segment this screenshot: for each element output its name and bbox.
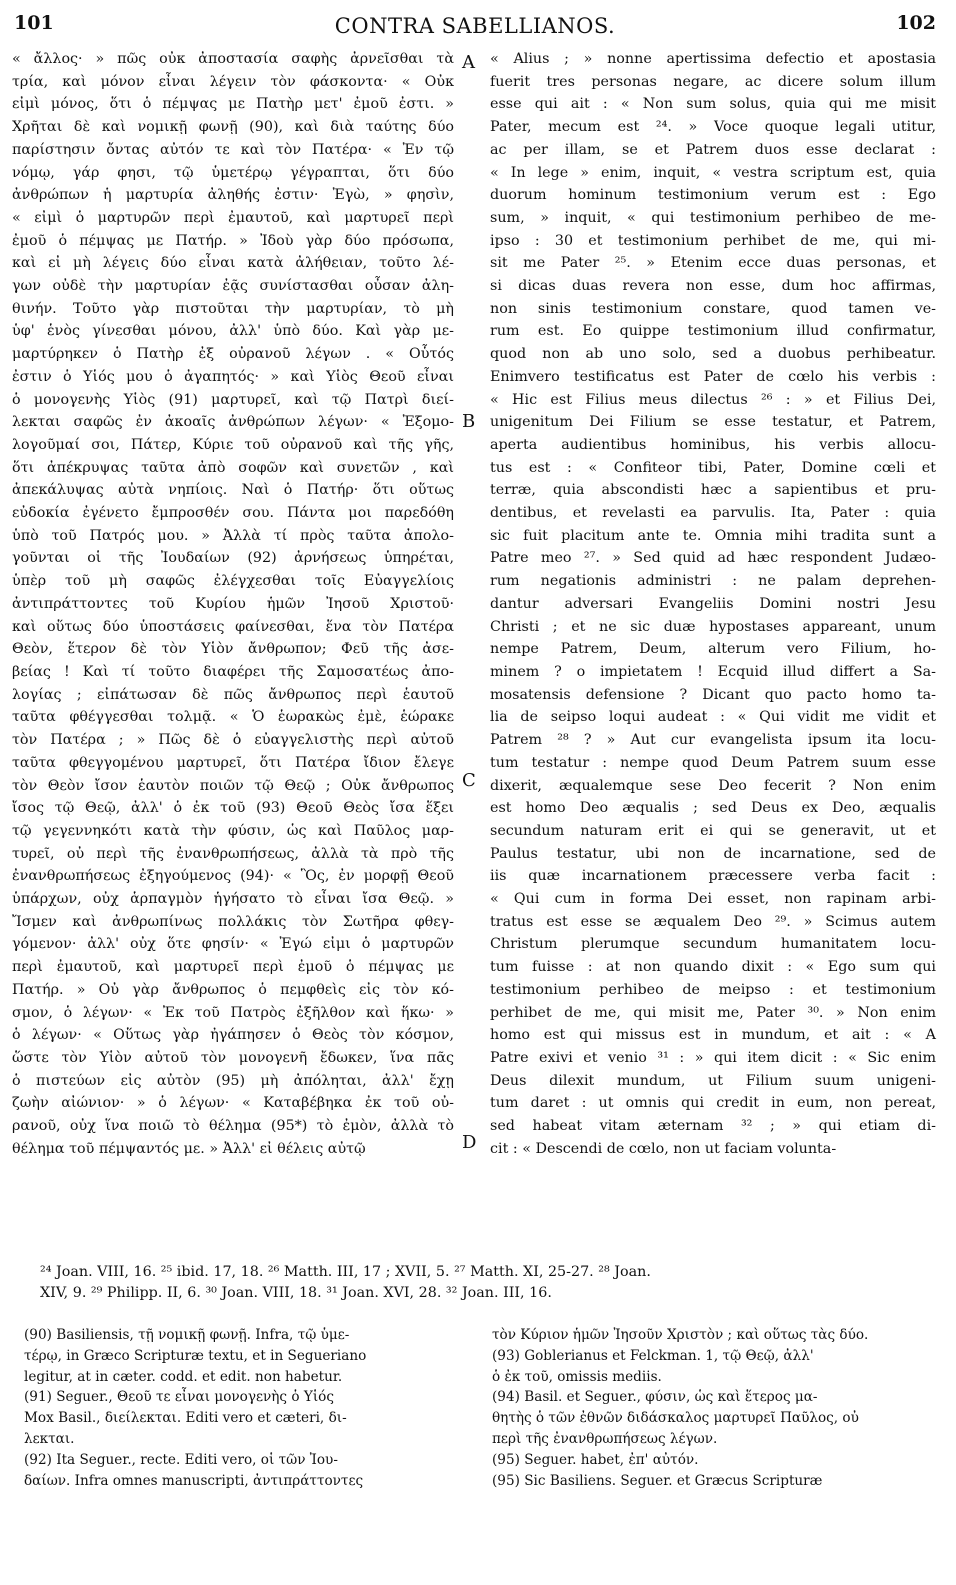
scripture-references: [40, 1262, 940, 1304]
greek-text-line: ὑπὲρ τοῦ μὴ σαφῶς ἐλέγχεσθαι τοῖς Εὐαγγελίοις: [12, 573, 454, 590]
margin-marker-b: B: [462, 411, 476, 432]
latin-text-line: ipso : 30 et testimonium perhibet de me, qui mi-: [490, 232, 936, 249]
latin-text-line: tum testatur : nempe quod Deum Patrem suum esse: [490, 754, 936, 771]
footnote-line: τὸν Κύριον ἡμῶν Ἰησοῦν Χριστὸν ; καὶ οὕτως τὰς δύο.: [492, 1327, 869, 1343]
greek-text-line: τρία, καὶ μόνον εἶναι λέγειν τὸν φάσκοντα· « Οὐκ: [12, 73, 454, 90]
latin-text-line: dixerit, æqualemque sese Deo fecerit ? Non enim: [490, 777, 936, 794]
scripture-reference-line: XIV, 9. ²⁹ Philipp. II, 6. ³⁰ Joan. VIII, 18. ³¹ Joan. XVI, 28. ³² Joan. III, 16.: [40, 1285, 552, 1301]
page-header: [10, 12, 940, 42]
greek-text-line: περὶ ἐμαυτοῦ, καὶ μαρτυρεῖ περὶ ἐμοῦ ὁ πέμψας με: [12, 959, 454, 976]
margin-marker-d: D: [462, 1132, 477, 1153]
latin-text-line: Christi ; et ne sic duæ hypostases appareant, unum: [490, 618, 936, 635]
latin-text-line: « In lege » enim, inquit, « vestra scriptum est, quia: [490, 164, 936, 181]
latin-text-line: Patrem ²⁸ ? » Aut cur evangelista ipsum ita locu-: [490, 732, 936, 749]
greek-text-line: ἴσος τῷ Θεῷ, ἀλλ' ὁ ἐκ τοῦ (93) Θεοῦ Θεὸς ἴσα ἕξει: [12, 800, 454, 817]
latin-text-line: terræ, quia abscondisti hæc a sapientibus et pru-: [490, 482, 936, 499]
greek-text-line: λογοῦμαί σοι, Πάτερ, Κύριε τοῦ οὐρανοῦ καὶ τῆς γῆς,: [12, 436, 454, 453]
footnotes-right: [492, 1325, 938, 1491]
scripture-reference-line: ²⁴ Joan. VIII, 16. ²⁵ ibid. 17, 18. ²⁶ Matth. III, 17 ; XVII, 5. ²⁷ Matth. XI, 25-27. ²⁸ Joan.: [40, 1264, 651, 1280]
greek-text-line: λογίας ; εἰπάτωσαν δὲ πῶς ἄνθρωπος περὶ ἑαυτοῦ: [12, 686, 454, 703]
latin-text-line: nempe Patrem, Deum, alterum vero Filium, ho-: [490, 641, 936, 658]
greek-text-line: βείας ! Καὶ τί τοῦτο διαφέρει τῆς Σαμοσατέως ἀπο-: [12, 663, 454, 680]
footnote-line: (90) Basiliensis, τῇ νομικῇ φωνῇ. Infra, τῷ ὑμε-: [24, 1327, 350, 1343]
latin-text-line: sed habeat vitam æternam ³² ; » qui etiam di-: [490, 1118, 936, 1135]
greek-text-line: ὑπὸ τοῦ Πατρός μου. » Ἀλλὰ τί πρὸς ταῦτα ἀπολο-: [12, 527, 454, 544]
latin-text-line: non sinis testimonium constare, quod tamen ve-: [490, 300, 936, 317]
latin-text-line: iis quæ incarnationem præcessere verba facit :: [490, 868, 936, 885]
latin-text-line: duorum hominum testimonium verum est : Ego: [490, 187, 936, 204]
greek-text-line: νόμῳ, γάρ φησι, τῷ ὑμετέρῳ γέγραπται, ὅτι δύο: [12, 164, 454, 181]
greek-text-line: ὁ λέγων· « Οὕτως γὰρ ἠγάπησεν ὁ Θεὸς τὸν κόσμον,: [12, 1027, 454, 1044]
greek-text-line: καὶ εἰ μὴ λέγεις δύο εἶναι κατὰ ἀλήθειαν, τοῦτο λέ-: [12, 255, 454, 272]
greek-text-line: καὶ οὕτως δύο ὑποστάσεις φαίνεσθαι, ἕνα τὸν Πατέρα: [12, 618, 454, 635]
footnote-line: Mox Basil., διείλεκται. Editi vero et cæteri, δι-: [24, 1410, 347, 1427]
greek-text-line: ὅτι ἀπέκρυψας ταῦτα ἀπὸ σοφῶν καὶ συνετῶν , καὶ: [12, 459, 454, 476]
greek-text-line: Χρῆται δὲ καὶ νομικῇ φωνῇ (90), καὶ διὰ ταύτης δύο: [12, 119, 454, 136]
greek-text-line: τὸν Πατέρα ; » Πῶς δὲ ὁ εὐαγγελιστὴς περὶ αὐτοῦ: [12, 732, 454, 749]
latin-text-line: aperta audientibus hominibus, his verbis allocu-: [490, 436, 936, 453]
latin-text-line: quod non ab uno solo, sed a duobus perhibeatur.: [490, 346, 936, 363]
latin-text-line: dantur adversari Evangeliis Domini nostri Jesu: [490, 595, 936, 612]
greek-text-line: ὥστε τὸν Υἱὸν αὐτοῦ τὸν μονογενῆ ἔδωκεν, ἵνα πᾶς: [12, 1049, 454, 1066]
margin-marker-c: C: [462, 770, 476, 791]
latin-text-line: tum fuisse : at non quando dixit : « Ego sum qui: [490, 959, 936, 976]
running-title: CONTRA SABELLIANOS.: [334, 14, 616, 38]
latin-text-line: sit me Pater ²⁵. » Etenim ecce duas personas, et: [490, 255, 936, 272]
latin-text-line: secundum naturam erit ei qui se generavit, ut et: [490, 822, 936, 839]
latin-text-line: dentibus, et revelasti ea parvulis. Ita, Pater : quia: [490, 505, 936, 522]
greek-text-line: τῷ γεγεννηκότι κατὰ τὴν φύσιν, ὡς καὶ Παῦλος μαρ-: [12, 822, 454, 839]
footnote-line: ὁ ἐκ τοῦ, omissis mediis.: [492, 1368, 662, 1385]
greek-text-line: « εἰμὶ ὁ μαρτυρῶν περὶ ἐμαυτοῦ, καὶ μαρτυρεῖ περὶ: [12, 209, 454, 226]
latin-text-line: fuerit tres personas negare, ac dicere solum illum: [490, 73, 936, 90]
latin-text-line: esse qui ait : « Non sum solus, quia qui me misit: [490, 96, 936, 113]
greek-text-line: θέλημα τοῦ πέμψαντός με. » Ἀλλ' εἰ θέλεις αὐτῷ: [12, 1140, 366, 1157]
footnote-line: λεκται.: [24, 1430, 75, 1447]
latin-text-column: [490, 48, 936, 1160]
page-number-right: 102: [896, 12, 936, 34]
greek-text-line: θινήν. Τοῦτο γὰρ πιστοῦται τὴν μαρτυρίαν, τὸ μὴ: [12, 300, 454, 317]
latin-text-line: perhibet de me, qui misit me, Pater ³⁰. » Non enim: [490, 1004, 936, 1021]
latin-text-line: sum, » inquit, « qui testimonium perhibeo de me-: [490, 209, 936, 226]
greek-text-line: εὐδοκία ἐγένετο ἔμπροσθέν σου. Πάντα μοι παρεδόθη: [12, 505, 454, 522]
latin-text-line: rum est. Eo quippe testimonium illud confirmatur,: [490, 323, 936, 340]
footnote-line: (95) Sic Basiliens. Seguer. et Græcus Scripturæ: [492, 1472, 823, 1489]
latin-text-line: Deus dilexit mundum, ut Filium suum unigeni-: [490, 1072, 936, 1089]
greek-text-line: « ἄλλος· » πῶς οὐκ ἀποστασία σαφὴς ἀρνεῖσθαι τὰ: [12, 51, 454, 67]
greek-text-line: γοῦνται οἱ τῆς Ἰουδαίων (92) ἀρνήσεως ὑπηρέται,: [12, 550, 454, 567]
latin-text-line: minem ? o impietatem ! Ecquid illud differt a Sa-: [490, 663, 936, 680]
latin-text-line: ac per illam, se et Patrem duos esse declarat :: [490, 141, 936, 158]
footnote-line: θητὴς ὁ τῶν ἐθνῶν διδάσκαλος μαρτυρεῖ Παῦλος, οὐ: [492, 1410, 859, 1427]
latin-text-line: homo est qui missus est in mundum, et ait : « A: [490, 1027, 936, 1044]
latin-text-line: mosatensis defensione ? Dicant quo pacto homo ta-: [490, 686, 936, 703]
footnote-line: (91) Seguer., Θεοῦ τε εἶναι μονογενὴς ὁ Υἱός: [24, 1389, 334, 1406]
greek-text-line: σμον, ὁ λέγων· « Ἐκ τοῦ Πατρὸς ἐξῆλθον καὶ ἥκω· »: [12, 1004, 454, 1021]
greek-text-line: παρίστησιν ὄντας αὐτόν τε καὶ τὸν Πατέρα· « Ἐν τῷ: [12, 141, 454, 158]
latin-text-line: rum negationis administri : ne palam deprehen-: [490, 573, 936, 590]
latin-text-line: cit : « Descendi de cœlo, non ut faciam volunta-: [490, 1140, 837, 1157]
latin-text-line: unigenitum Dei Filium se esse testatur, et Patrem,: [490, 414, 936, 431]
greek-text-line: ρανοῦ, οὐχ ἵνα ποιῶ τὸ θέλημα (95*) τὸ ἐμὸν, ἀλλὰ τὸ: [12, 1118, 454, 1135]
greek-text-line: Θεὸν, ἕτερον δὲ τὸν Υἱὸν ἄνθρωπον; Φεῦ τῆς ἀσε-: [12, 641, 454, 658]
greek-text-line: ὁ μονογενὴς Υἱὸς (91) μαρτυρεῖ, καὶ τῷ Πατρὶ διεί-: [12, 391, 454, 408]
latin-text-line: est homo Deo æqualis ; sed Deus ex Deo, æqualis: [490, 800, 936, 817]
latin-text-line: « Alius ; » nonne apertissima defectio et apostasia: [490, 51, 936, 67]
greek-text-line: τυρεῖ, οὐ περὶ τῆς ἐνανθρωπήσεως, ἀλλὰ τὰ πρὸ τῆς: [12, 845, 454, 862]
greek-text-line: ἀντιπράττοντες τοῦ Κυρίου ἡμῶν Ἰησοῦ Χριστοῦ·: [12, 595, 454, 612]
latin-text-line: testimonium perhibeo de meipso : et testimonium: [490, 981, 936, 998]
footnote-line: (94) Basil. et Seguer., φύσιν, ὡς καὶ ἕτερος μα-: [492, 1389, 818, 1406]
greek-text-column: [12, 48, 454, 1160]
latin-text-line: si dicas duas revera non esse, dum hoc affirmas,: [490, 278, 936, 295]
greek-text-line: ὁ πιστεύων εἰς αὐτὸν (95) μὴ ἀπόληται, ἀλλ' ἔχῃ: [12, 1072, 454, 1089]
greek-text-line: ταῦτα φθέγγεσθαι τολμᾷ. « Ὁ ἑωρακὼς ἐμὲ, ἑώρακε: [12, 709, 454, 726]
greek-text-line: Ἴσμεν καὶ ἀνθρωπίνως πολλάκις τὸν Σωτῆρα φθεγ-: [12, 913, 454, 930]
greek-text-line: ταῦτα φθεγγομένου μαρτυρεῖ, ὅτι Πατέρα ἴδιον ἔλεγε: [12, 754, 454, 771]
latin-text-line: « Hic est Filius meus dilectus ²⁶ : » et Filius Dei,: [490, 391, 936, 408]
latin-text-line: lia de seipso loqui audeat : « Qui vidit me vidit et: [490, 709, 936, 726]
latin-text-line: tratus est esse se æqualem Deo ²⁹. » Scimus autem: [490, 913, 936, 930]
footnote-line: (93) Goblerianus et Felckman. 1, τῷ Θεῷ, ἀλλ': [492, 1347, 814, 1364]
greek-text-line: γων οὐδὲ τὴν μαρτυρίαν ἐᾷς συνίστασθαι οὖσαν ἀλη-: [12, 278, 454, 295]
latin-text-line: sic fuit placitum ante te. Omnia mihi tradita sunt a: [490, 527, 936, 544]
latin-text-line: tum daret : ut omnis qui credit in eum, non pereat,: [490, 1095, 936, 1112]
latin-text-line: Patre exivi et venio ³¹ : » qui item dicit : « Sic enim: [490, 1049, 936, 1066]
latin-text-line: « Qui cum in forma Dei esset, non rapinam arbi-: [490, 891, 936, 908]
greek-text-line: τὸν Θεὸν ἴσον ἑαυτὸν ποιῶν τῷ Θεῷ ; Οὐκ ἄνθρωπος: [12, 777, 454, 794]
greek-text-line: ἀπεκάλυψας αὐτὰ νηπίοις. Ναὶ ὁ Πατήρ· ὅτι οὕτως: [12, 482, 454, 499]
greek-text-line: μαρτύρηκεν ὁ Πατὴρ ἐξ οὐρανοῦ λέγων . « Οὗτός: [12, 346, 454, 363]
footnote-line: δαίων. Infra omnes manuscripti, ἀντιπράττοντες: [24, 1472, 364, 1489]
greek-text-line: ζωὴν αἰώνιον· » ὁ λέγων· « Καταβέβηκα ἐκ τοῦ οὐ-: [12, 1095, 454, 1112]
greek-text-line: Πατήρ. » Οὐ γὰρ ἄνθρωπος ὁ πεμφθεὶς εἰς τὸν κό-: [12, 981, 454, 998]
page-number-left: 101: [14, 12, 54, 34]
margin-marker-a: A: [462, 52, 475, 73]
greek-text-line: ἐστιν ὁ Υἱός μου ὁ ἀγαπητός· » καὶ Υἱὸς Θεοῦ εἶναι: [12, 368, 454, 385]
greek-text-line: ὑπάρχων, οὐχ ἁρπαγμὸν ἡγήσατο τὸ εἶναι ἴσα Θεῷ. »: [12, 891, 454, 908]
footnotes-left: [24, 1325, 469, 1491]
greek-text-line: ἐνανθρωπήσεως ἐξηγούμενος (94)· « Ὃς, ἐν μορφῇ Θεοῦ: [12, 868, 454, 885]
latin-text-line: Paulus testatur, ubi non de incarnatione, sed de: [490, 845, 936, 862]
greek-text-line: ἀνθρώπων ἡ μαρτυρία ἀληθής ἐστιν· Ἐγὼ, » φησὶν,: [12, 187, 454, 204]
footnote-line: (95) Seguer. habet, ἐπ' αὐτόν.: [492, 1451, 699, 1468]
greek-text-line: ὑφ' ἑνὸς γίνεσθαι μόνου, ἀλλ' ὑπὸ δύο. Καὶ γὰρ με-: [12, 323, 454, 340]
footnote-line: legitur, at in cæter. codd. et edit. non habetur.: [24, 1368, 343, 1385]
latin-text-line: tus est : « Confiteor tibi, Pater, Domine cœli et: [490, 459, 936, 476]
footnote-line: τέρῳ, in Græco Scripturæ textu, et in Segueriano: [24, 1347, 367, 1364]
greek-text-line: γόμενον· ἀλλ' οὐχ ὅτε φησίν· « Ἐγώ εἰμι ὁ μαρτυρῶν: [12, 936, 454, 953]
greek-text-line: εἰμὶ μόνος, ὅτι ὁ πέμψας με Πατὴρ μετ' ἐμοῦ ἐστι. »: [12, 96, 454, 113]
footnote-line: περὶ τῆς ἐνανθρωπήσεως λέγων.: [492, 1430, 718, 1447]
greek-text-line: ἐμοῦ ὁ πέμψας με Πατήρ. » Ἰδοὺ γὰρ δύο πρόσωπα,: [12, 232, 454, 249]
footnote-line: (92) Ita Seguer., recte. Editi vero, οἱ τῶν Ἰου-: [24, 1451, 338, 1468]
latin-text-line: Christum plerumque secundum humanitatem locu-: [490, 936, 936, 953]
greek-text-line: λεκται σαφῶς ἐν ἀκοαῖς ἀνθρώπων λέγων· « Ἐξομο-: [12, 414, 454, 431]
latin-text-line: Pater, mecum est ²⁴. » Voce quoque legali utitur,: [490, 119, 936, 136]
latin-text-line: Enimvero testificatus est Pater de cœlo his verbis :: [490, 368, 936, 385]
latin-text-line: Patre meo ²⁷. » Sed quid ad hæc respondent Judæo-: [490, 550, 936, 567]
